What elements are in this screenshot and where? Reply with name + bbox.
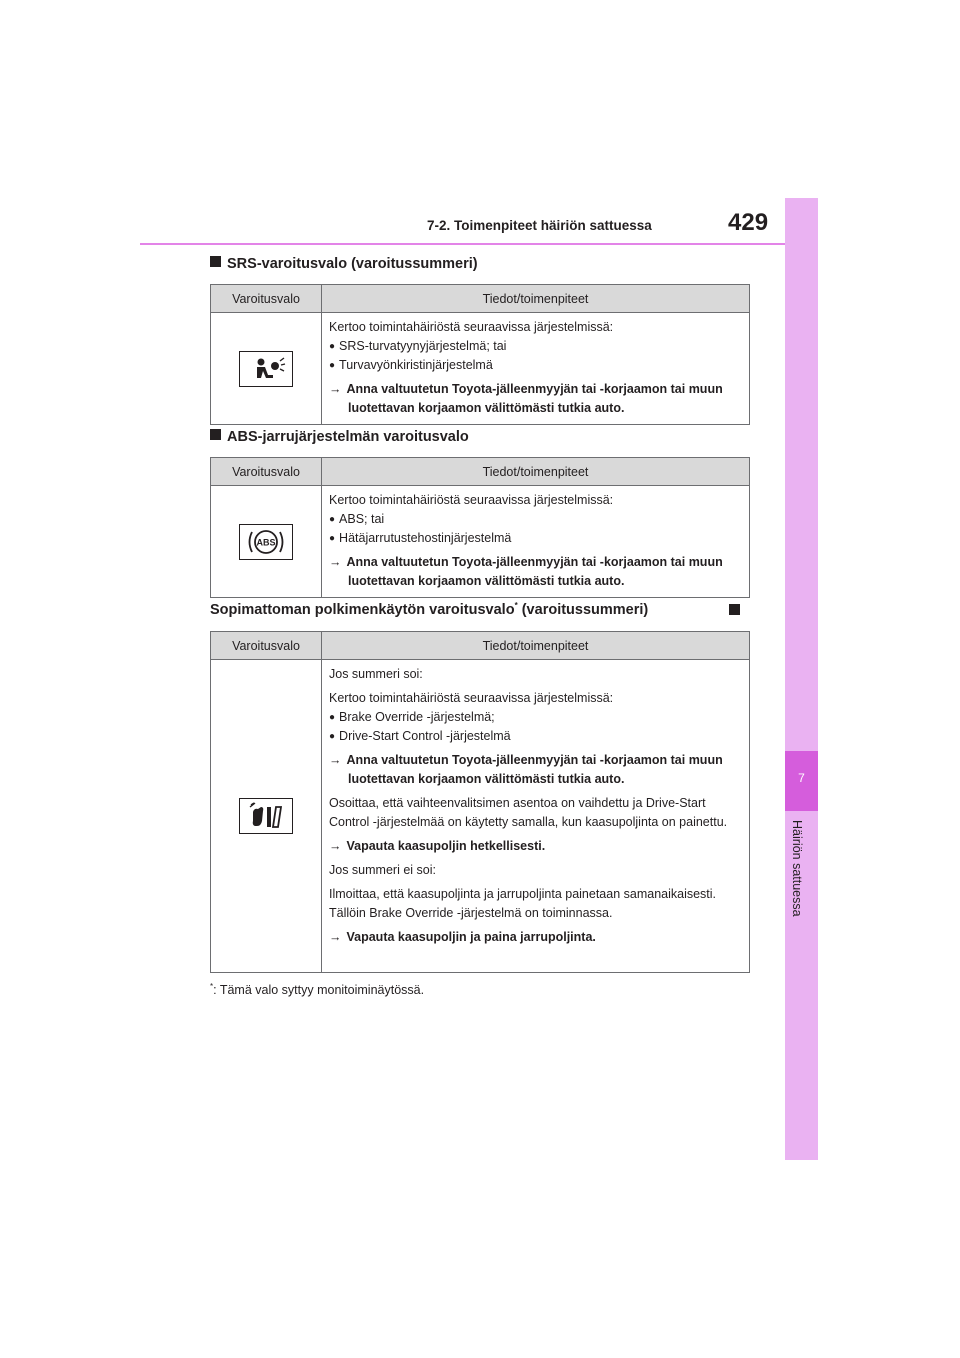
pedal-description bbox=[322, 660, 750, 973]
arrow-icon: → bbox=[329, 839, 342, 853]
list-item: ● ABS; tai bbox=[329, 510, 743, 529]
list-item: ● Drive-Start Control -järjestelmä bbox=[329, 727, 743, 746]
running-header-title: 7-2. Toimenpiteet häiriön sattuessa bbox=[427, 218, 652, 233]
pedal-intro: Kertoo toimintahäiriöstä seuraavissa järjestelmissä: bbox=[329, 691, 614, 705]
pedal-action-2: → Vapauta kaasupoljin hetkellisesti. bbox=[329, 839, 546, 853]
airbag-warning-icon bbox=[239, 351, 293, 387]
list-item: ● Turvavyönkiristinjärjestelmä bbox=[329, 356, 743, 375]
pedal-misapplication-icon bbox=[239, 798, 293, 834]
chapter-side-tab bbox=[785, 198, 818, 1160]
abs-description bbox=[322, 486, 750, 598]
arrow-icon: → bbox=[329, 753, 342, 767]
table-header-info: Tiedot/toimenpiteet bbox=[322, 285, 750, 313]
square-bullet-icon bbox=[729, 604, 740, 615]
abs-intro: Kertoo toimintahäiriöstä seuraavissa järjestelmissä: bbox=[329, 493, 614, 507]
arrow-icon: → bbox=[329, 930, 342, 944]
square-bullet-icon bbox=[210, 429, 221, 440]
srs-section-heading: SRS-varoitusvalo (varoitussummeri) bbox=[210, 256, 478, 272]
list-item: ● Brake Override -järjestelmä; bbox=[329, 708, 743, 727]
abs-section-heading: ABS-jarrujärjestelmän varoitusvalo bbox=[210, 429, 469, 445]
table-header-light: Varoitusvalo bbox=[211, 458, 322, 486]
table-header-light: Varoitusvalo bbox=[211, 285, 322, 313]
srs-intro: Kertoo toimintahäiriöstä seuraavissa järjestelmissä: bbox=[329, 320, 614, 334]
arrow-icon: → bbox=[329, 555, 342, 569]
srs-action: → Anna valtuutetun Toyota-jälleenmyyjän tai -korjaamon tai muun luotettavan korjaamon välittömästi tutkia auto. bbox=[329, 382, 723, 415]
buzzer-on-label: Jos summeri soi: bbox=[329, 667, 423, 681]
srs-warning-table bbox=[210, 284, 750, 425]
pedal-info-3: Ilmoittaa, että kaasupoljinta ja jarrupoljinta painetaan samanaikaisesti. Tällöin Brake Override -järjestelmä on toiminnassa. bbox=[329, 887, 717, 920]
table-header-info: Tiedot/toimenpiteet bbox=[322, 458, 750, 486]
footnote: *: Tämä valo syttyy monitoiminäytössä. bbox=[210, 982, 425, 998]
buzzer-off-label: Jos summeri ei soi: bbox=[329, 863, 436, 877]
arrow-icon: → bbox=[329, 382, 342, 396]
abs-action: → Anna valtuutetun Toyota-jälleenmyyjän tai -korjaamon tai muun luotettavan korjaamon välittömästi tutkia auto. bbox=[329, 555, 723, 588]
pedal-action-1: → Anna valtuutetun Toyota-jälleenmyyjän tai -korjaamon tai muun luotettavan korjaamon välittömästi tutkia auto. bbox=[329, 753, 723, 786]
abs-warning-table bbox=[210, 457, 750, 598]
header-divider bbox=[140, 243, 785, 245]
table-header-info: Tiedot/toimenpiteet bbox=[322, 632, 750, 660]
svg-text:ABS: ABS bbox=[256, 537, 276, 547]
abs-warning-icon bbox=[239, 524, 293, 560]
pedal-info-2: Osoittaa, että vaihteenvalitsimen asentoa on vaihdettu ja Drive-Start Control -järjestelmää on käytetty samalla, kun kaasupoljinta on painettu. bbox=[329, 796, 728, 829]
srs-description bbox=[322, 313, 750, 425]
square-bullet-icon bbox=[210, 256, 221, 267]
pedal-section-heading: Sopimattoman polkimenkäytön varoitusvalo* (varoitussummeri) bbox=[210, 601, 649, 618]
list-item: ● SRS-turvatyynyjärjestelmä; tai bbox=[329, 337, 743, 356]
list-item: ● Hätäjarrutustehostinjärjestelmä bbox=[329, 529, 743, 548]
pedal-warning-table bbox=[210, 631, 750, 973]
chapter-number: 7 bbox=[798, 771, 805, 785]
page-number: 429 bbox=[728, 209, 769, 236]
table-header-light: Varoitusvalo bbox=[211, 632, 322, 660]
pedal-action-3: → Vapauta kaasupoljin ja paina jarrupoljinta. bbox=[329, 930, 596, 944]
chapter-title: Häiriön sattuessa bbox=[790, 820, 804, 917]
